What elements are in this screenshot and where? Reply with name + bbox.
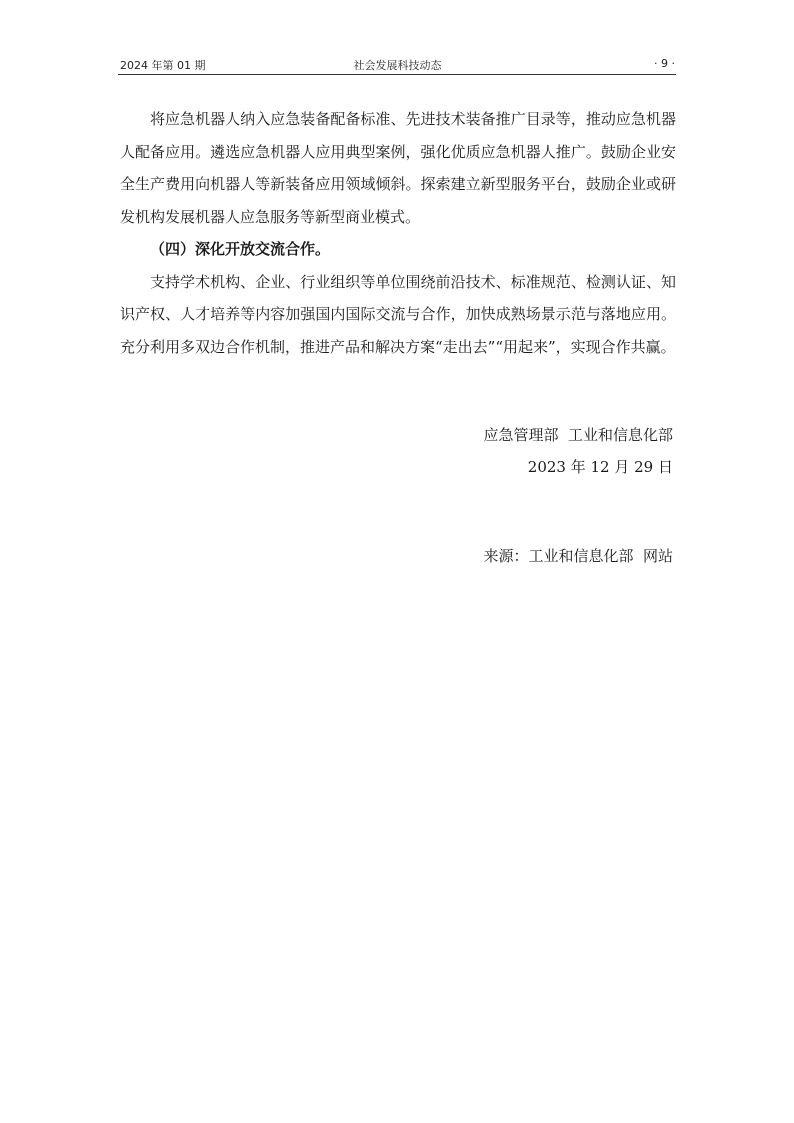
page-header — [120, 57, 675, 75]
issue-label: 2024 年第 01 期 — [120, 59, 206, 72]
page-number: · 9 · — [654, 57, 675, 70]
document-signature — [483, 419, 673, 483]
section-heading-open-cooperation: （四）深化开放交流合作。 — [150, 240, 331, 258]
paragraph-international-cooperation: 支持学术机构、企业、行业组织等单位围绕前沿技术、标准规范、检测认证、知识产权、人才培养等内容加强国内国际交流与合作，加快成熟场景示范与落地应用。充分利用多双边合作机制，推进产品和解决方案“走出去”“用起来”，实现合作共赢。 — [120, 272, 676, 356]
journal-title: 社会发展科技动态 — [353, 59, 442, 72]
issue-date: 2023 年 12 月 29 日 — [527, 458, 673, 476]
header-divider — [118, 74, 676, 75]
source-attribution: 来源：工业和信息化部 网站 — [483, 547, 673, 565]
issuing-departments: 应急管理部 工业和信息化部 — [483, 426, 673, 444]
article-body — [120, 103, 676, 363]
paragraph-robot-deployment: 将应急机器人纳入应急装备配备标准、先进技术装备推广目录等，推动应急机器人配备应用。遴选应急机器人应用典型案例，强化优质应急机器人推广。鼓励企业安全生产费用向机器人等新装备应用领域倾斜。探索建立新型服务平台，鼓励企业或研发机构发展机器人应急服务等新型商业模式。 — [120, 110, 676, 226]
